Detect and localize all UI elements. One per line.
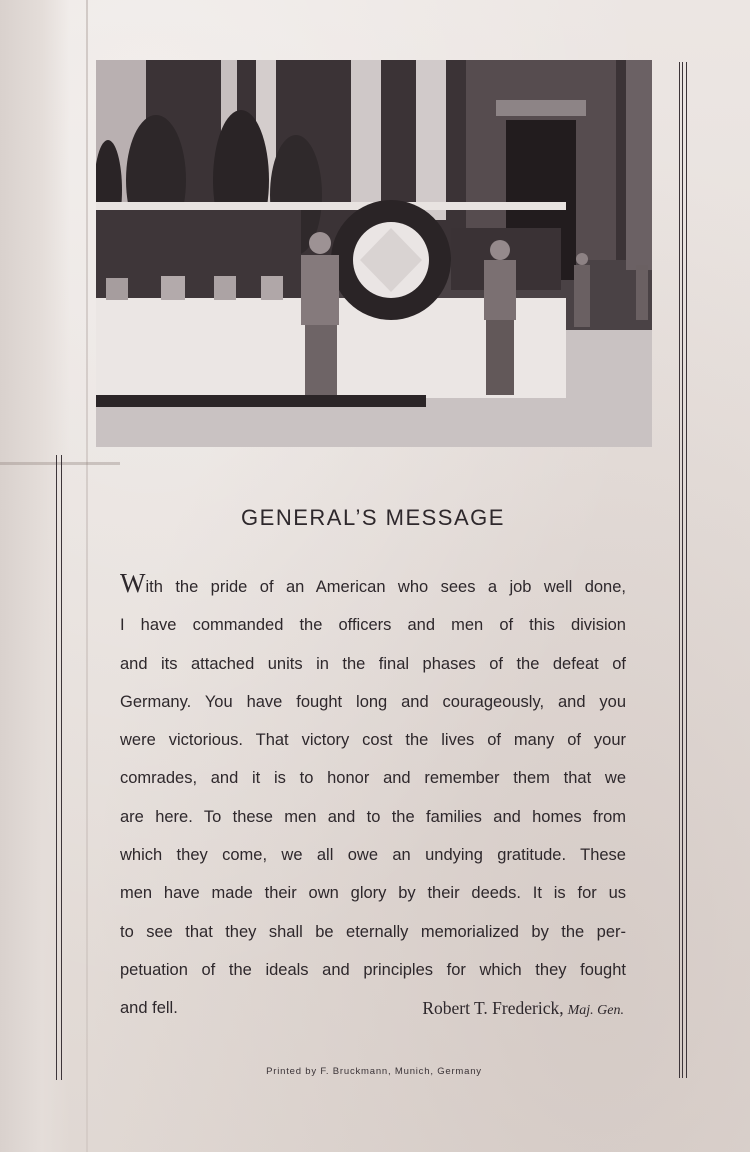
page-title: GENERAL’S MESSAGE: [241, 505, 505, 530]
message-line: to see that they shall be eternally memorialized by the per-: [120, 922, 626, 941]
right-triple-rule: [679, 62, 687, 1078]
message-line: [120, 568, 626, 606]
printer-credit: Printed by F. Bruckmann, Munich, Germany: [266, 1066, 482, 1077]
paper-crease-vertical: [86, 0, 88, 1152]
photo-illustration: [96, 60, 652, 447]
message-line-text: ith the pride of an American who sees a job well done,: [145, 578, 626, 596]
left-double-rule: [56, 455, 62, 1080]
message-line: were victorious. That victory cost the lives of many of your: [120, 731, 626, 750]
signature-name: Robert T. Frederick,: [422, 998, 564, 1019]
message-line: which they come, we all owe an undying gratitude. These: [120, 846, 626, 865]
dropcap: W: [120, 568, 146, 598]
message-line-text: and fell.: [120, 999, 178, 1018]
signature-rank: Maj. Gen.: [567, 1003, 624, 1019]
message-last-line: [120, 989, 626, 1027]
message-line: comrades, and it is to honor and remember them that we: [120, 769, 626, 788]
signature: [422, 989, 624, 1030]
message-line: men have made their own glory by their deeds. It is for us: [120, 884, 626, 903]
message-line: Germany. You have fought long and courageously, and you: [120, 692, 626, 711]
memorial-photograph: [96, 60, 652, 447]
message-line: I have commanded the officers and men of this division: [120, 616, 626, 635]
message-line: are here. To these men and to the families and homes from: [120, 807, 626, 826]
message-body: [120, 568, 626, 1028]
message-line: petuation of the ideals and principles for which they fought: [120, 960, 626, 979]
message-line: and its attached units in the final phases of the defeat of: [120, 654, 626, 673]
